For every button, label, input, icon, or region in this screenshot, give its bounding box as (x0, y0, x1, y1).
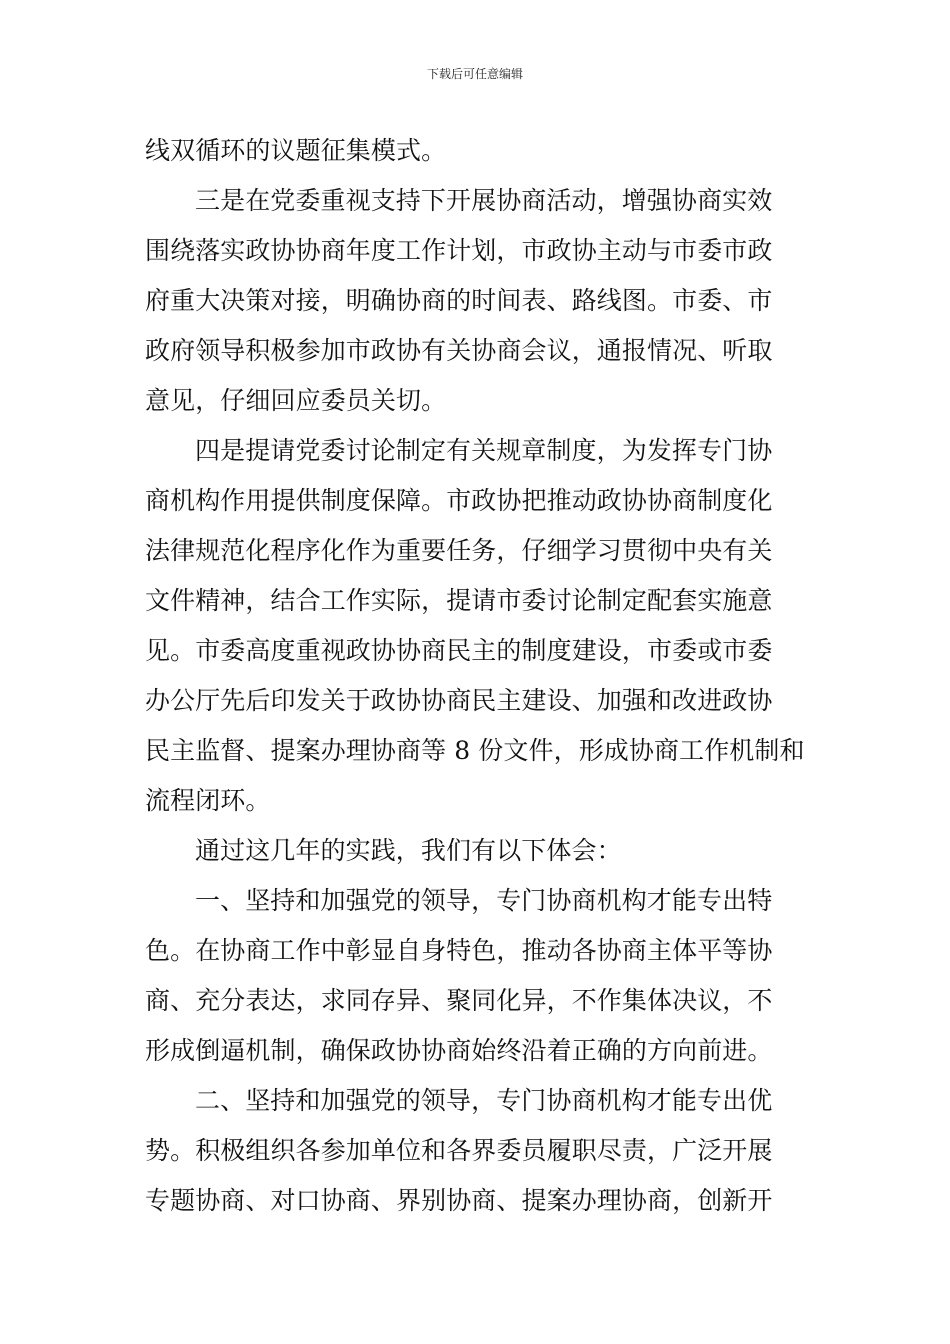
text-line: 政府领导积极参加市政协有关协商会议，通报情况、听取 (145, 336, 773, 365)
text-line: 商机构作用提供制度保障。市政协把推动政协协商制度化 (145, 486, 773, 515)
text-line: 四是提请党委讨论制定有关规章制度，为发挥专门协 (195, 436, 773, 465)
text-line: 三是在党委重视支持下开展协商活动，增强协商实效 (195, 186, 773, 215)
text-line: 府重大决策对接，明确协商的时间表、路线图。市委、市 (145, 286, 773, 315)
text-line: 办公厅先后印发关于政协协商民主建设、加强和改进政协 (145, 686, 773, 715)
text-line: 见。市委高度重视政协协商民主的制度建设，市委或市委 (145, 636, 773, 665)
text-line: 二、坚持和加强党的领导，专门协商机构才能专出优 (195, 1086, 773, 1115)
text-line: 商、充分表达，求同存异、聚同化异，不作集体决议，不 (145, 986, 773, 1015)
text-line: 色。在协商工作中彰显自身特色，推动各协商主体平等协 (145, 936, 773, 965)
text-line: 围绕落实政协协商年度工作计划，市政协主动与市委市政 (145, 236, 773, 265)
text-line: 势。积极组织各参加单位和各界委员履职尽责，广泛开展 (145, 1136, 773, 1165)
text-line: 一、坚持和加强党的领导，专门协商机构才能专出特 (195, 886, 773, 915)
text-line: 通过这几年的实践，我们有以下体会： (195, 836, 622, 865)
text-line: 意见，仔细回应委员关切。 (145, 386, 447, 415)
page-header: 下载后可任意编辑 (426, 67, 523, 81)
text-line: 专题协商、对口协商、界别协商、提案办理协商，创新开 (145, 1186, 773, 1215)
text-line: 民主监督、提案办理协商等 8 份文件，形成协商工作机制和 (145, 736, 805, 765)
text-line: 文件精神，结合工作实际，提请市委讨论制定配套实施意 (145, 586, 773, 615)
text-line: 法律规范化程序化作为重要任务，仔细学习贯彻中央有关 (145, 536, 773, 565)
text-line: 线双循环的议题征集模式。 (145, 136, 447, 165)
document-body (145, 126, 810, 1226)
text-line: 流程闭环。 (145, 786, 271, 815)
text-line: 形成倒逼机制，确保政协协商始终沿着正确的方向前进。 (145, 1036, 773, 1065)
